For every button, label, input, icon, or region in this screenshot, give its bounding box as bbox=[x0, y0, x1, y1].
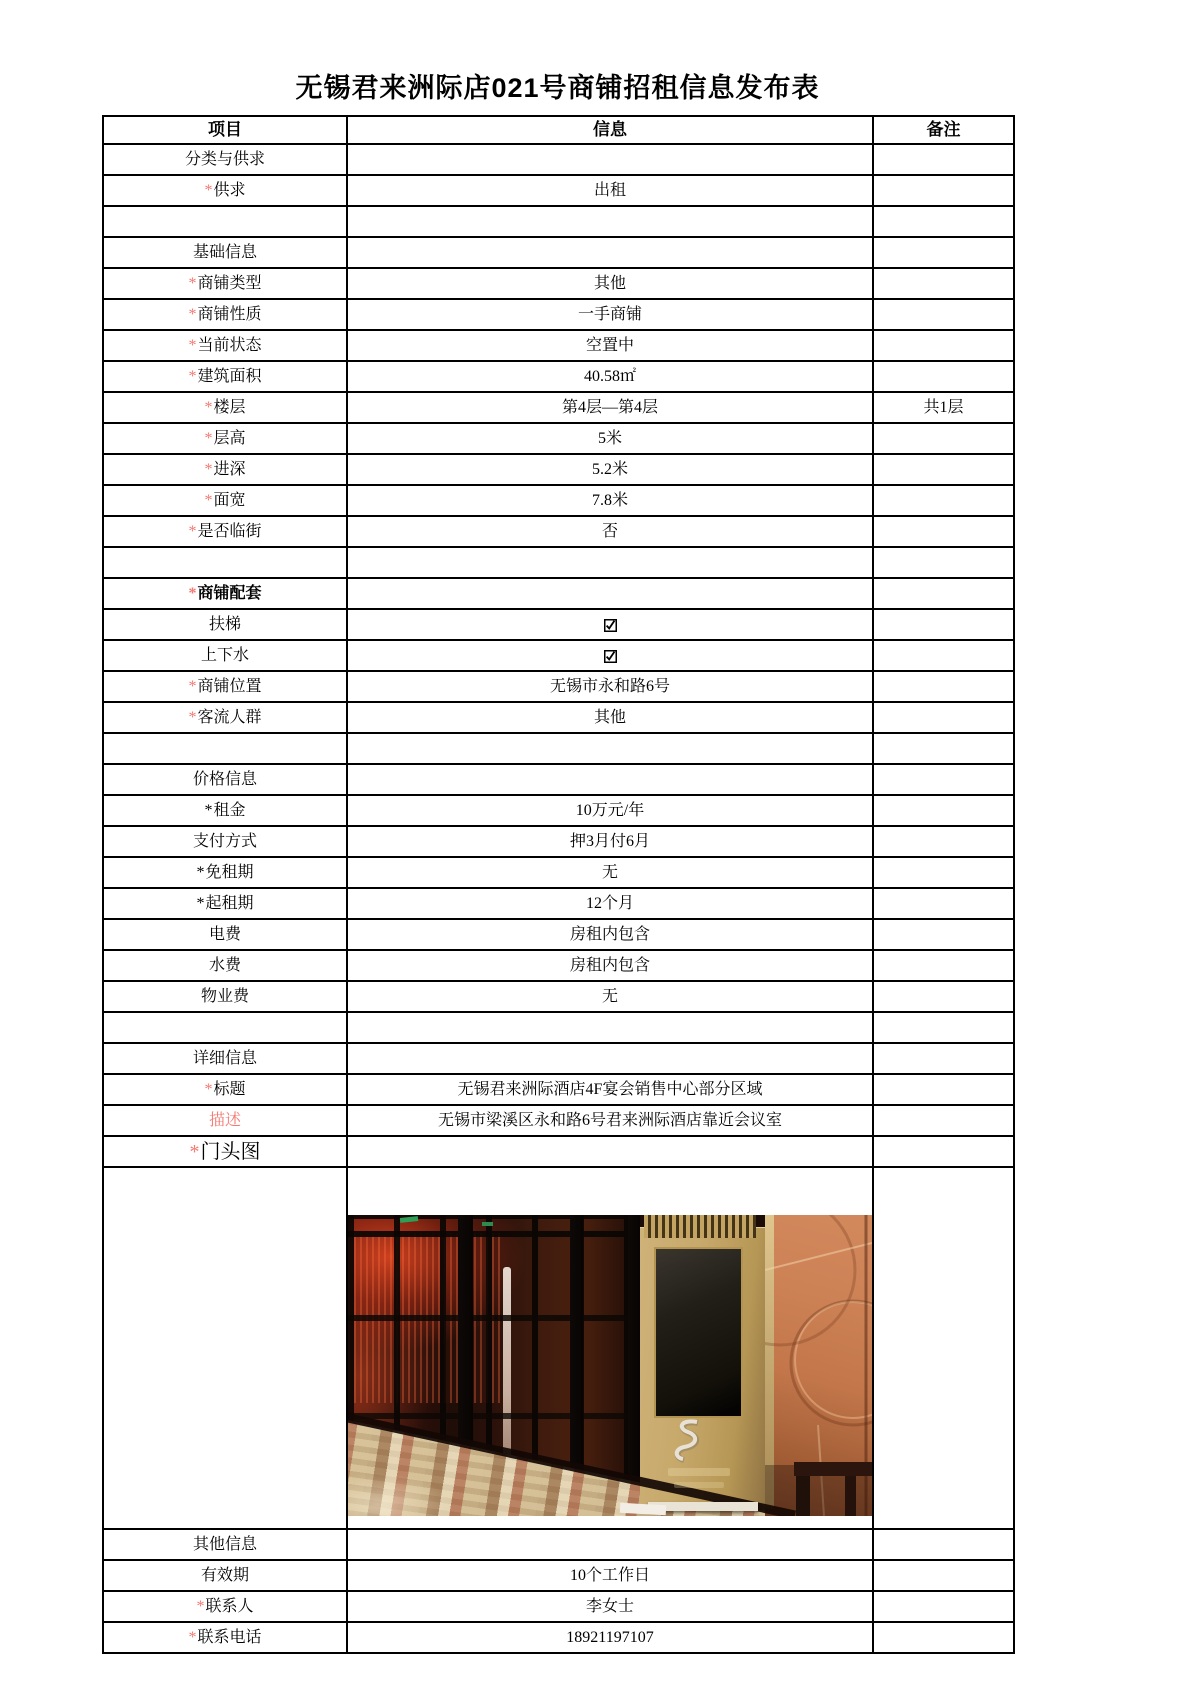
table-row bbox=[103, 1136, 1014, 1167]
info-cell bbox=[347, 175, 873, 206]
table-row bbox=[103, 640, 1014, 671]
table-row bbox=[103, 1043, 1014, 1074]
item-label: 商铺配套 bbox=[197, 584, 262, 602]
item-label: 有效期 bbox=[200, 1566, 249, 1584]
item-label-cell bbox=[103, 826, 347, 857]
item-label: 分类与供求 bbox=[184, 150, 265, 168]
table-row bbox=[103, 1167, 1014, 1529]
table-header-row bbox=[103, 116, 1014, 144]
item-label-cell bbox=[103, 547, 347, 578]
item-label-cell bbox=[103, 1591, 347, 1622]
item-label-cell bbox=[103, 1167, 347, 1529]
info-value: 10个工作日 bbox=[569, 1566, 650, 1584]
item-label-cell bbox=[103, 1043, 347, 1074]
info-value: 房租内包含 bbox=[569, 956, 650, 974]
header-note: 备注 bbox=[873, 116, 1014, 144]
table-row bbox=[103, 671, 1014, 702]
info-cell bbox=[347, 1074, 873, 1105]
item-label: 当前状态 bbox=[197, 336, 262, 354]
required-asterisk: * bbox=[189, 1140, 200, 1163]
info-value: 其他 bbox=[593, 708, 626, 726]
item-label: 门头图 bbox=[200, 1140, 261, 1163]
table-row bbox=[103, 888, 1014, 919]
info-cell bbox=[347, 640, 873, 671]
table-row bbox=[103, 144, 1014, 175]
required-asterisk: * bbox=[188, 708, 197, 726]
info-cell bbox=[347, 795, 873, 826]
info-cell bbox=[347, 206, 873, 237]
table-row bbox=[103, 1012, 1014, 1043]
item-label-cell bbox=[103, 1012, 347, 1043]
item-label-cell bbox=[103, 1529, 347, 1560]
item-label: 扶梯 bbox=[208, 615, 241, 633]
info-cell bbox=[347, 671, 873, 702]
table-row bbox=[103, 516, 1014, 547]
item-label: 商铺位置 bbox=[197, 677, 262, 695]
info-cell bbox=[347, 144, 873, 175]
info-cell bbox=[347, 237, 873, 268]
table-row bbox=[103, 919, 1014, 950]
item-label: 基础信息 bbox=[192, 243, 257, 261]
item-label-cell bbox=[103, 857, 347, 888]
item-label-cell bbox=[103, 609, 347, 640]
info-cell bbox=[347, 1136, 873, 1167]
info-cell bbox=[347, 857, 873, 888]
info-value: 第4层—第4层 bbox=[561, 398, 658, 416]
table-row bbox=[103, 609, 1014, 640]
item-label-cell bbox=[103, 299, 347, 330]
header-info: 信息 bbox=[347, 116, 873, 144]
item-label-cell bbox=[103, 1560, 347, 1591]
item-label-cell bbox=[103, 175, 347, 206]
required-asterisk: * bbox=[188, 367, 197, 385]
note-cell bbox=[873, 299, 1014, 330]
table-row bbox=[103, 1529, 1014, 1560]
table-row bbox=[103, 702, 1014, 733]
note-cell bbox=[873, 1043, 1014, 1074]
item-label: 商铺类型 bbox=[197, 274, 262, 292]
item-label: 客流人群 bbox=[197, 708, 262, 726]
table-row bbox=[103, 175, 1014, 206]
item-label-cell bbox=[103, 516, 347, 547]
item-label: 起租期 bbox=[205, 894, 254, 912]
info-value: 否 bbox=[601, 522, 618, 540]
item-label: 上下水 bbox=[200, 646, 249, 664]
table-row bbox=[103, 423, 1014, 454]
item-label-cell bbox=[103, 144, 347, 175]
info-value: 7.8米 bbox=[591, 491, 628, 509]
required-asterisk: * bbox=[188, 1628, 197, 1646]
info-value: 5.2米 bbox=[591, 460, 628, 478]
item-label: 电费 bbox=[208, 925, 241, 943]
info-value: 10万元/年 bbox=[575, 801, 645, 819]
info-value: 出租 bbox=[593, 181, 626, 199]
item-label-cell bbox=[103, 423, 347, 454]
required-asterisk: * bbox=[196, 894, 205, 912]
info-value: 40.58㎡ bbox=[583, 367, 636, 385]
note-cell bbox=[873, 392, 1014, 423]
note-cell bbox=[873, 485, 1014, 516]
item-label-cell bbox=[103, 764, 347, 795]
rental-info-table bbox=[102, 115, 1015, 1654]
info-cell bbox=[347, 826, 873, 857]
info-cell bbox=[347, 1105, 873, 1136]
item-label-cell bbox=[103, 919, 347, 950]
info-cell bbox=[347, 578, 873, 609]
info-cell bbox=[347, 950, 873, 981]
note-cell bbox=[873, 1136, 1014, 1167]
info-value: 无锡市永和路6号 bbox=[549, 677, 670, 695]
info-value: 空置中 bbox=[585, 336, 634, 354]
required-asterisk: * bbox=[196, 863, 205, 881]
info-cell bbox=[347, 1529, 873, 1560]
note-cell bbox=[873, 1591, 1014, 1622]
table-body bbox=[103, 144, 1014, 1653]
info-cell bbox=[347, 1560, 873, 1591]
required-asterisk: * bbox=[204, 398, 213, 416]
table-row bbox=[103, 764, 1014, 795]
info-cell bbox=[347, 330, 873, 361]
info-cell bbox=[347, 547, 873, 578]
item-label: 水费 bbox=[208, 956, 241, 974]
info-cell bbox=[347, 733, 873, 764]
note-value: 共1层 bbox=[923, 398, 964, 416]
item-label-cell bbox=[103, 702, 347, 733]
kiosk-emblem bbox=[677, 1421, 698, 1460]
item-label-cell bbox=[103, 733, 347, 764]
storefront-photo bbox=[348, 1215, 872, 1516]
table-row bbox=[103, 485, 1014, 516]
info-value: 无 bbox=[601, 863, 618, 881]
info-value: 房租内包含 bbox=[569, 925, 650, 943]
note-cell bbox=[873, 826, 1014, 857]
info-cell bbox=[347, 392, 873, 423]
item-label-cell bbox=[103, 361, 347, 392]
note-cell bbox=[873, 1560, 1014, 1591]
table-row bbox=[103, 1105, 1014, 1136]
table-row bbox=[103, 1074, 1014, 1105]
table-row bbox=[103, 1622, 1014, 1653]
info-value: 无 bbox=[601, 987, 618, 1005]
table-row bbox=[103, 950, 1014, 981]
note-cell bbox=[873, 144, 1014, 175]
note-cell bbox=[873, 795, 1014, 826]
table-row bbox=[103, 237, 1014, 268]
info-value: 5米 bbox=[597, 429, 622, 447]
note-cell bbox=[873, 547, 1014, 578]
info-cell bbox=[347, 981, 873, 1012]
item-label: 联系人 bbox=[205, 1597, 254, 1615]
item-label: 标题 bbox=[213, 1080, 246, 1098]
required-asterisk: * bbox=[188, 336, 197, 354]
item-label-cell bbox=[103, 485, 347, 516]
info-value: 押3月付6月 bbox=[569, 832, 650, 850]
item-label-cell bbox=[103, 454, 347, 485]
item-label: 进深 bbox=[213, 460, 246, 478]
wood-railing bbox=[794, 1462, 872, 1476]
item-label-cell bbox=[103, 237, 347, 268]
info-cell bbox=[347, 299, 873, 330]
note-cell bbox=[873, 1622, 1014, 1653]
note-cell bbox=[873, 516, 1014, 547]
required-asterisk: * bbox=[204, 801, 213, 819]
required-asterisk: * bbox=[204, 181, 213, 199]
item-label-cell bbox=[103, 795, 347, 826]
checkbox-checked-icon bbox=[604, 650, 617, 663]
item-label: 租金 bbox=[213, 801, 246, 819]
exit-light bbox=[400, 1216, 418, 1223]
table-row bbox=[103, 268, 1014, 299]
info-cell bbox=[347, 1622, 873, 1653]
note-cell bbox=[873, 454, 1014, 485]
item-label-cell bbox=[103, 330, 347, 361]
note-cell bbox=[873, 888, 1014, 919]
info-value: 18921197107 bbox=[566, 1628, 654, 1646]
required-asterisk: * bbox=[188, 677, 197, 695]
item-label: 是否临街 bbox=[197, 522, 262, 540]
note-cell bbox=[873, 950, 1014, 981]
note-cell bbox=[873, 1529, 1014, 1560]
info-value: 无锡市梁溪区永和路6号君来洲际酒店靠近会议室 bbox=[437, 1111, 782, 1129]
info-cell bbox=[347, 919, 873, 950]
table-row bbox=[103, 795, 1014, 826]
note-cell bbox=[873, 640, 1014, 671]
info-cell bbox=[347, 1591, 873, 1622]
table-row bbox=[103, 578, 1014, 609]
info-cell bbox=[347, 764, 873, 795]
info-cell bbox=[347, 423, 873, 454]
item-label: 价格信息 bbox=[192, 770, 257, 788]
info-value: 李女士 bbox=[585, 1597, 634, 1615]
info-cell bbox=[347, 1043, 873, 1074]
info-cell bbox=[347, 268, 873, 299]
info-value: 12个月 bbox=[585, 894, 634, 912]
info-cell bbox=[347, 1167, 873, 1529]
checkbox-checked-icon bbox=[604, 619, 617, 632]
table-row bbox=[103, 206, 1014, 237]
note-cell bbox=[873, 330, 1014, 361]
table-row bbox=[103, 733, 1014, 764]
note-cell bbox=[873, 733, 1014, 764]
item-label-cell bbox=[103, 640, 347, 671]
table-row bbox=[103, 1560, 1014, 1591]
info-cell bbox=[347, 609, 873, 640]
item-label-cell bbox=[103, 1074, 347, 1105]
item-label: 联系电话 bbox=[197, 1628, 262, 1646]
item-label: 面宽 bbox=[213, 491, 246, 509]
required-asterisk: * bbox=[188, 584, 197, 602]
item-label-cell bbox=[103, 392, 347, 423]
info-value: 一手商铺 bbox=[577, 305, 642, 323]
required-asterisk: * bbox=[204, 491, 213, 509]
note-cell bbox=[873, 671, 1014, 702]
info-cell bbox=[347, 361, 873, 392]
item-label-cell bbox=[103, 1105, 347, 1136]
note-cell bbox=[873, 1167, 1014, 1529]
note-cell bbox=[873, 361, 1014, 392]
required-asterisk: * bbox=[196, 1597, 205, 1615]
item-label: 供求 bbox=[213, 181, 246, 199]
item-label-cell bbox=[103, 671, 347, 702]
item-label: 楼层 bbox=[213, 398, 246, 416]
note-cell bbox=[873, 423, 1014, 454]
note-cell bbox=[873, 1012, 1014, 1043]
table-row bbox=[103, 547, 1014, 578]
item-label: 描述 bbox=[208, 1111, 241, 1129]
item-label: 物业费 bbox=[200, 987, 249, 1005]
page-title: 无锡君来洲际店021号商铺招租信息发布表 bbox=[295, 73, 820, 103]
note-cell bbox=[873, 981, 1014, 1012]
table-row bbox=[103, 1591, 1014, 1622]
table-row bbox=[103, 392, 1014, 423]
note-cell bbox=[873, 237, 1014, 268]
note-cell bbox=[873, 578, 1014, 609]
table-row bbox=[103, 857, 1014, 888]
item-label: 免租期 bbox=[205, 863, 254, 881]
item-label-cell bbox=[103, 981, 347, 1012]
note-cell bbox=[873, 609, 1014, 640]
item-label-cell bbox=[103, 578, 347, 609]
exit-light bbox=[482, 1222, 493, 1226]
note-cell bbox=[873, 764, 1014, 795]
table-row bbox=[103, 299, 1014, 330]
required-asterisk: * bbox=[204, 1080, 213, 1098]
item-label-cell bbox=[103, 268, 347, 299]
info-value: 其他 bbox=[593, 274, 626, 292]
item-label-cell bbox=[103, 206, 347, 237]
note-cell bbox=[873, 206, 1014, 237]
item-label-cell bbox=[103, 1622, 347, 1653]
info-cell bbox=[347, 1012, 873, 1043]
item-label: 详细信息 bbox=[192, 1049, 257, 1067]
required-asterisk: * bbox=[188, 522, 197, 540]
kiosk-embossed-text bbox=[668, 1468, 730, 1488]
required-asterisk: * bbox=[204, 460, 213, 478]
required-asterisk: * bbox=[188, 274, 197, 292]
info-cell bbox=[347, 702, 873, 733]
item-label: 其他信息 bbox=[192, 1535, 257, 1553]
item-label: 商铺性质 bbox=[197, 305, 262, 323]
wood-railing-leg bbox=[845, 1476, 856, 1516]
info-cell bbox=[347, 888, 873, 919]
header-item: 项目 bbox=[103, 116, 347, 144]
note-cell bbox=[873, 268, 1014, 299]
note-cell bbox=[873, 1105, 1014, 1136]
note-cell bbox=[873, 1074, 1014, 1105]
floor-sill bbox=[348, 1418, 795, 1515]
note-cell bbox=[873, 919, 1014, 950]
item-label: 层高 bbox=[213, 429, 246, 447]
required-asterisk: * bbox=[204, 429, 213, 447]
required-asterisk: * bbox=[188, 305, 197, 323]
note-cell bbox=[873, 175, 1014, 206]
item-label-cell bbox=[103, 950, 347, 981]
table-row bbox=[103, 361, 1014, 392]
item-label-cell bbox=[103, 1136, 347, 1167]
item-label-cell bbox=[103, 888, 347, 919]
info-value: 无锡君来洲际酒店4F宴会销售中心部分区域 bbox=[457, 1080, 763, 1098]
info-cell bbox=[347, 516, 873, 547]
table-row bbox=[103, 826, 1014, 857]
table-row bbox=[103, 330, 1014, 361]
info-cell bbox=[347, 485, 873, 516]
note-cell bbox=[873, 857, 1014, 888]
item-label: 建筑面积 bbox=[197, 367, 262, 385]
wood-railing-leg bbox=[796, 1476, 810, 1516]
table-row bbox=[103, 981, 1014, 1012]
note-cell bbox=[873, 702, 1014, 733]
item-label: 支付方式 bbox=[192, 832, 257, 850]
table-row bbox=[103, 454, 1014, 485]
info-cell bbox=[347, 454, 873, 485]
